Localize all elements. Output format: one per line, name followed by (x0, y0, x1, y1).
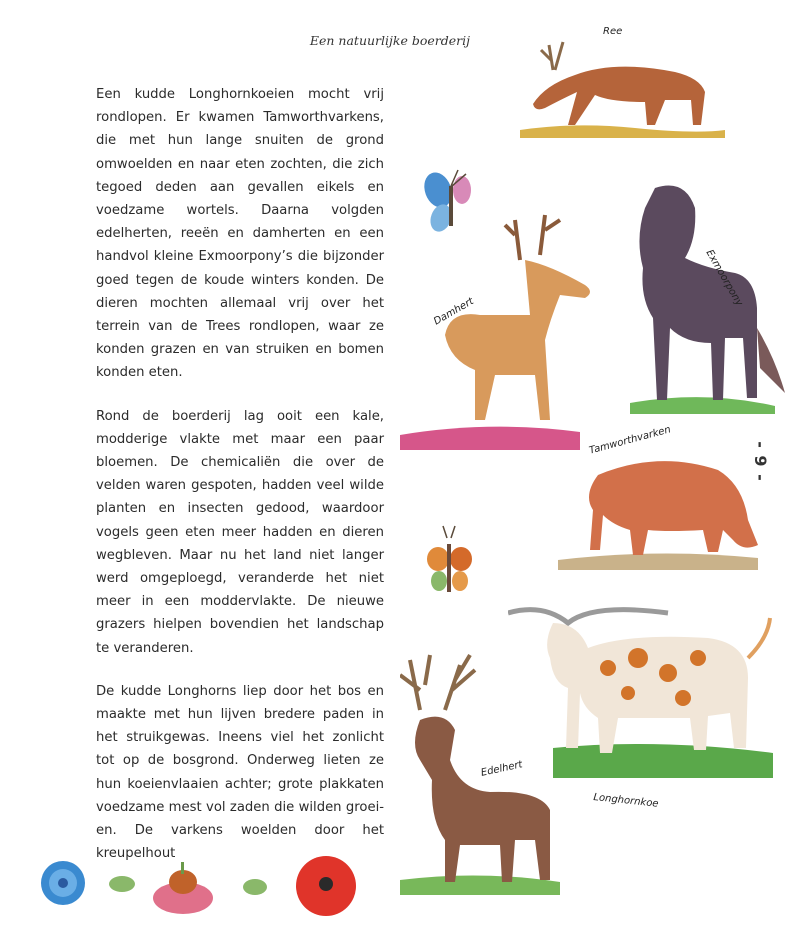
body-text (96, 83, 384, 886)
orange-butterfly-illustration (425, 524, 475, 602)
roe-deer-illustration (515, 26, 730, 140)
poppy-illustration (290, 850, 362, 918)
paragraph-1: Een kudde Longhornkoeien mocht vrij rondlopen. Er kwamen Tamworthvarkens, die met hun lange snuiten de grond omwoelden en naar eten zochten, die zich tegoed deden aan gevallen eikels en voedzame wortels. Daarna volgden edelherten, reeën en damherten en een handvol kleine Exmoorpony’s die bijzonder goed tegen de koude winters konden. De dieren mochten allemaal vrij over het terrein van de Trees rondlopen, waar ze konden grazen en van struiken en bomen konden eten. (96, 87, 384, 381)
label-tamworthvarken: Tamworthvarken (588, 424, 673, 457)
cornflower-illustration (32, 852, 94, 914)
page-number: - 9 - (750, 441, 770, 482)
leaf-illustration (107, 873, 137, 895)
label-ree: Ree (603, 26, 623, 37)
label-exmoorpony: Exmoorpony (703, 248, 745, 309)
label-longhornkoe: Longhornkoe (592, 792, 659, 810)
tamworth-pig-illustration (558, 424, 768, 580)
fallow-deer-illustration (400, 200, 605, 455)
label-edelhert: Edelhert (480, 759, 524, 779)
exmoor-pony-illustration (625, 178, 790, 418)
echinacea-illustration (150, 860, 216, 922)
paragraph-2: Rond de boerderij lag ooit een kale, modderige vlakte met maar een paar bloemen. De chemicaliën die over de velden waren gespoten, hadden veel wilde planten en insecten gedood, waardoor vogels geen eten meer hadden en dieren wegbleven. Maar nu het land niet langer werd omgeploegd, veranderde het niet meer in een moddervlakte. De nieuwe grazers hielpen bovendien het landschap te veranderen. (96, 408, 384, 656)
running-head: Een natuurlijke boerderij (309, 33, 470, 48)
label-damhert: Damhert (432, 295, 476, 328)
paragraph-3: De kudde Longhorns liep door het bos en maakte met hun lijven bredere paden in het struikgewas. Ineens viel het zonlicht tot op de bosgrond. Onderweg lieten ze hun koeienvlaaien achter; grote plakkaten voedzame mest vol zaden die wilden groeien. De varkens woelden door het kreupelhout (96, 683, 384, 862)
red-deer-illustration (400, 650, 565, 900)
leaf-illustration (241, 876, 269, 898)
